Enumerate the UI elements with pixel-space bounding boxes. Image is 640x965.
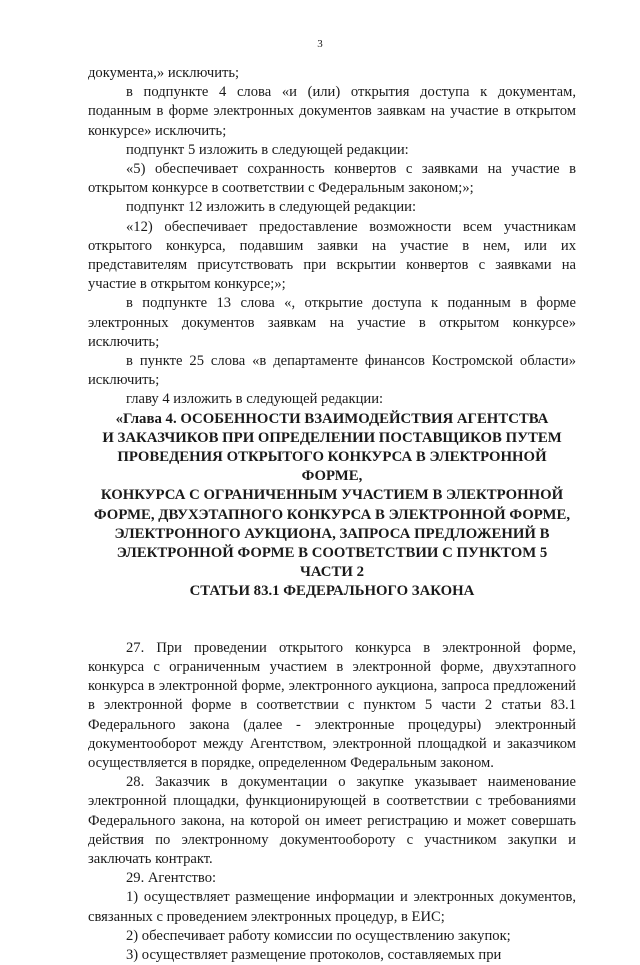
spacer: [88, 621, 576, 639]
chapter-heading-line: «Глава 4. ОСОБЕННОСТИ ВЗАИМОДЕЙСТВИЯ АГЕНТСТВА: [115, 410, 549, 427]
chapter-heading-line: КОНКУРСА С ОГРАНИЧЕННЫМ УЧАСТИЕМ В ЭЛЕКТРОННОЙ: [100, 487, 564, 504]
paragraph: в подпункте 4 слова «и (или) открытия доступа к документам, поданным в форме электронных документов заявкам на участие в открытом конкурсе» исключить;: [88, 84, 576, 139]
paragraph: подпункт 12 изложить в следующей редакции:: [126, 199, 417, 216]
paragraph: 3) осуществляет размещение протоколов, составляемых при: [126, 946, 502, 963]
paragraph: 2) обеспечивает работу комиссии по осуществлению закупок;: [126, 927, 511, 944]
chapter-heading-line: ПРОВЕДЕНИЯ ОТКРЫТОГО КОНКУРСА В ЭЛЕКТРОННОЙ ФОРМЕ,: [117, 449, 547, 485]
chapter-heading-line: ЭЛЕКТРОННОГО АУКЦИОНА, ЗАПРОСА ПРЕДЛОЖЕНИЙ В: [114, 525, 550, 542]
paragraph: главу 4 изложить в следующей редакции:: [126, 391, 384, 408]
paragraph: документа,» исключить;: [88, 65, 240, 81]
chapter-heading-line: СТАТЬИ 83.1 ФЕДЕРАЛЬНОГО ЗАКОНА: [189, 583, 475, 600]
paragraph: 27. При проведении открытого конкурса в электронной форме, конкурса с ограниченным участием в электронной форме, двухэтапного конкурса в электронной форме, электронного аукциона, запроса предложений в электронной форме в соответствии с пунктом 5 части 2 статьи 83.1 Федерального закона (далее - электронные процедуры) электронный документооборот между Агентством, электронной площадкой и заказчиком осуществляется в порядке, определенном Федеральным законом.: [88, 639, 576, 771]
paragraph: «5) обеспечивает сохранность конвертов с заявками на участие в открытом конкурсе в соответствии с Федеральным законом;»;: [88, 161, 576, 197]
chapter-heading: [88, 410, 576, 602]
document-body: [88, 64, 576, 965]
paragraph: подпункт 5 изложить в следующей редакции:: [126, 141, 409, 158]
paragraph: «12) обеспечивает предоставление возможности всем участникам открытого конкурса, подавшим заявки на участие в нем, или их представителям присутствовать при вскрытии конвертов с заявками на участие в открытом конкурсе;»;: [88, 218, 576, 293]
paragraph: 29. Агентство:: [126, 870, 217, 887]
paragraph: в подпункте 13 слова «, открытие доступа к поданным в форме электронных документов заявкам на участие в открытом конкурсе» исключить;: [88, 295, 576, 350]
chapter-heading-line: ЭЛЕКТРОННОЙ ФОРМЕ В СООТВЕТСТВИИ С ПУНКТОМ 5 ЧАСТИ 2: [116, 545, 548, 581]
page-number: 3: [317, 38, 323, 50]
paragraph: в пункте 25 слова «в департаменте финансов Костромской области» исключить;: [88, 353, 576, 389]
paragraph: 1) осуществляет размещение информации и электронных документов, связанных с проведением электронных процедур, в ЕИС;: [88, 889, 576, 925]
chapter-heading-line: И ЗАКАЗЧИКОВ ПРИ ОПРЕДЕЛЕНИИ ПОСТАВЩИКОВ ПУТЕМ: [102, 429, 562, 446]
chapter-heading-line: ФОРМЕ, ДВУХЭТАПНОГО КОНКУРСА В ЭЛЕКТРОННОЙ ФОРМЕ,: [93, 506, 571, 523]
paragraph: 28. Заказчик в документации о закупке указывает наименование электронной площадки, функционирующей в соответствии с требованиями Федерального закона, на которой он имеет регистрацию и может совершать действия по электронному документообороту с участником закупки и заключать контракт.: [88, 774, 576, 867]
